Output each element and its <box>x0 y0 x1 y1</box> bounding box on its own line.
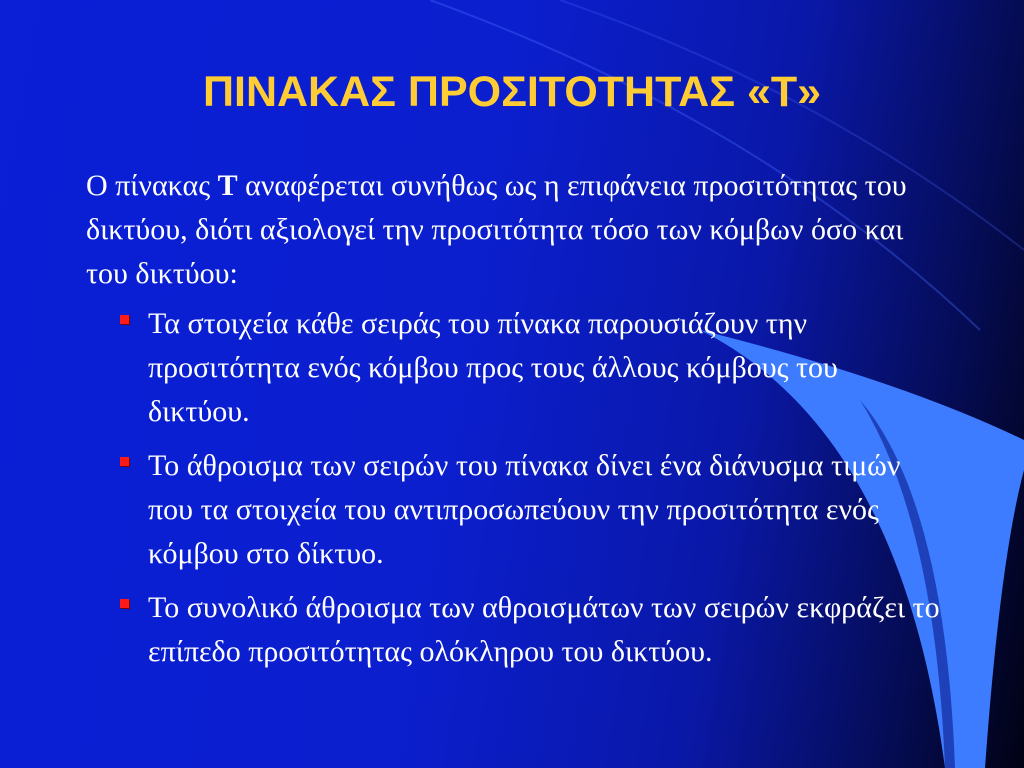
red-square-bullet-icon <box>120 599 129 608</box>
red-square-bullet-icon <box>120 315 129 324</box>
intro-paragraph <box>86 164 946 296</box>
red-square-bullet-icon <box>120 457 129 466</box>
bullet-list <box>86 302 946 674</box>
slide-title: ΠΙΝΑΚΑΣ ΠΡΟΣΙΤΟΤΗΤΑΣ «Τ» <box>202 68 822 116</box>
bullet-item <box>86 302 946 434</box>
intro-text-after: αναφέρεται συνήθως ως η επιφάνεια προσιτότητας του δικτύου, διότι αξιολογεί την προσιτότητα τόσο των κόμβων όσο και του δικτύου: <box>86 169 907 290</box>
intro-text-before: Ο πίνακας <box>86 169 218 202</box>
matrix-symbol: Τ <box>217 169 238 202</box>
bullet-text: Το άθροισμα των σειρών του πίνακα δίνει ένα διάνυσμα τιμών που τα στοιχεία του αντιπροσωπεύουν την προσιτότητα ενός κόμβου στο δίκτυο. <box>148 449 901 570</box>
bullet-item <box>86 586 946 674</box>
bullet-text: Το συνολικό άθροισμα των αθροισμάτων των σειρών εκφράζει το επίπεδο προσιτότητας ολόκληρου του δικτύου. <box>148 591 940 668</box>
slide-body <box>86 164 946 684</box>
bullet-item <box>86 444 946 576</box>
bullet-text: Τα στοιχεία κάθε σειράς του πίνακα παρουσιάζουν την προσιτότητα ενός κόμβου προς τους άλλους κόμβους του δικτύου. <box>148 307 838 428</box>
